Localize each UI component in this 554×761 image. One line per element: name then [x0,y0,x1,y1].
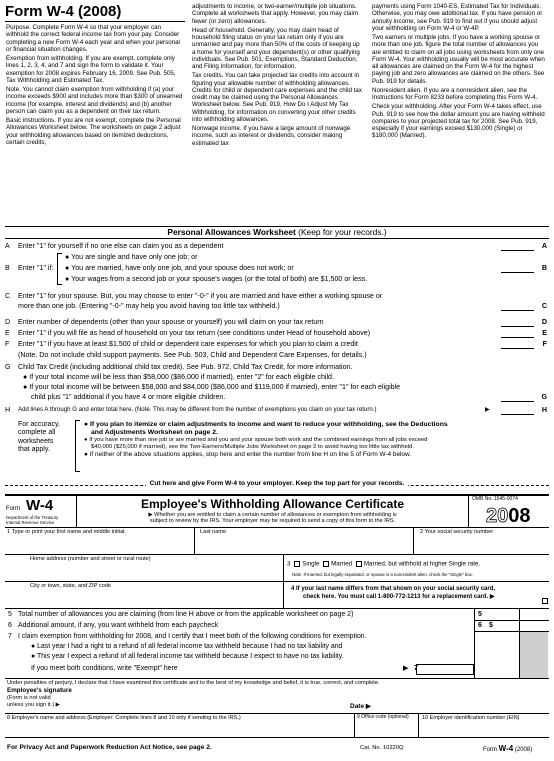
line-f-entry[interactable] [501,341,534,349]
line-6-text: Additional amount, if any, you want withheld from each paycheck [18,622,219,629]
worksheet-title-text: Personal Allowances Worksheet [167,227,296,237]
line-a-letter: A [5,242,10,250]
row3-rule [5,608,549,609]
instructions-col1 [6,24,184,148]
line-7-bullet2: ● This year I expect a refund of all federal income tax withheld because I expect to have no tax liability. [31,653,344,660]
address-input[interactable] [8,564,280,578]
line-5-num: 5 [8,611,12,618]
line-b-opt2: ● You are married, have only one job, and your spouse does not work; or [65,264,294,272]
line-5-text: Total number of allowances you are claiming (from line H above or from the applicable worksheet on page 2) [18,611,354,618]
line-h-entry[interactable] [501,407,534,415]
line-g-right-letter: G [541,393,547,401]
para-purpose: Purpose. Complete Form W-4 so that your employer can withhold the correct federal income tax from your pay. Consider completing a new Form W-4 each year and when your personal or financial situation changes. [6,24,180,53]
v-rule-2 [413,527,414,554]
row1-rule [5,554,549,555]
acc-bullet2b: $40,000 ($25,000 if married), see the Two-Earners/Multiple Jobs Worksheet on page 2 to avoid having too little tax withheld. [91,443,414,450]
line-d-right-letter: D [541,318,547,326]
line-b-letter: B [5,264,10,272]
sig-rule [5,713,549,714]
line-5-input[interactable] [482,610,518,620]
line-b-brace [57,253,62,285]
line-7-arrow: ▶ [403,665,409,672]
para-estimated: payments using Form 1040-ES, Estimated Tax for Individuals. Otherwise, you may owe additional tax. If you have pension or annuity income, see Pub. 919 to find out if you should adjust your withholding on Form W-4 or W-4P. [372,3,543,32]
para-nonresident: Nonresident alien. If you are a nonresident alien, see the Instructions for Form 8233 before completing this Form W-4. [372,86,538,101]
form-title: Form W-4 (2008) [5,3,122,20]
footer-cat: Cat. No. 10220Q [360,745,404,751]
line-e-text: Enter "1" if you will file as head of household on your tax return (see conditions under Head of household above) [18,329,371,337]
para-adjust: adjustments to income, or two-earner/multiple job situations. Complete all worksheets that apply. However, you may claim fewer (or zero) allowances. [192,3,358,25]
line-g-bullet2b: child plus "1" additional if you have 4 or more eligible children. [31,393,226,401]
ein-input[interactable] [422,723,548,735]
v-rule-1 [194,527,195,554]
filing-status [287,561,480,568]
married-label: Married [331,560,353,568]
ssn-input[interactable] [418,538,546,552]
line-c-text2: more than one job. (Entering "-0-" may help you avoid having too little tax withheld.) [18,302,280,310]
field-city-label: City or town, state, and ZIP code [30,583,112,589]
line-a-text: Enter "1" for yourself if no one else can claim you as a dependent [18,242,224,250]
worksheet-title-note: (Keep for your records.) [298,227,387,237]
line-5-box-num: 5 [478,611,482,618]
v-rule-4 [283,581,284,608]
office-code-input[interactable] [358,723,414,735]
line-c-letter: C [5,292,11,300]
line-g [5,364,549,406]
accuracy-brace [75,420,80,472]
line-g-bullet1: ● If your total income will be less than $58,000 ($86,000 if married), enter "2" for each eligible child. [23,373,334,381]
line-g-entry[interactable] [501,394,534,402]
single-checkbox[interactable] [294,561,300,567]
line-7-num: 7 [8,633,12,640]
row2-rule [5,581,549,582]
line-6-box-num: 6 [478,622,482,629]
date-input[interactable] [378,700,548,712]
para-nonwage: Nonwage income. If you have a large amount of nonwage income, such as interest or dividends, consider making estimated tax [192,125,351,147]
cert-bottom-rule [5,737,549,738]
line-7-condition: If you meet both conditions, write "Exempt" here [31,665,178,672]
line-f-text: Enter "1" if you have at least $1,500 of child or dependent care expenses for which you plan to claim a credit [18,340,358,348]
line-a-right-letter: A [541,242,547,250]
line-6-dollar: $ [489,622,493,629]
worksheet-title [0,228,554,238]
date-label: Date ▶ [350,703,371,710]
para-check: Check your withholding. After your Form W-4 takes effect, use Pub. 919 to see how the dollar amount you are having withheld compares to your projected total tax for 2008. See Pub. 919, especially if your earnings exceed $130,000 (Single) or $180,000 (Married). [372,103,545,140]
line-h-right-letter: H [541,406,547,414]
line-h-letter: H [5,406,11,414]
line-d-text: Enter number of dependents (other than your spouse or yourself) you will claim on your tax return [18,318,324,326]
field-3-num: 3 [287,560,291,568]
field-employer-label: 8 Employer's name and address (Employer: Complete lines 8 and 10 only if sending to the IRS.) [7,715,241,721]
name-differs-line1: 4 If your last name differs from that shown on your social security card, [291,586,496,592]
line-7-text: I claim exemption from withholding for 2008, and I certify that I meet both of the following conditions for exemption. [18,633,367,640]
line-7-bullet1: ● Last year I had a right to a refund of all federal income tax withheld because I had no tax liability and [31,643,343,650]
field-last-name-label: Last name [200,529,227,535]
acc-bullet2a: ● If you have more than one job or are married and you and your spouse both work and the combined earnings from all jobs exceed [84,437,428,444]
line-c [5,293,549,313]
worksheet-title-rule [5,238,549,239]
cert-divider-right [468,494,469,527]
v-rule-5 [354,713,355,737]
cert-dept: Department of the Treasury Internal Revenue Service [6,515,59,525]
perjury-statement: Under penalties of perjury, I declare that I have examined this certificate and to the best of my knowledge and belief, it is true, correct, and complete. [7,680,380,686]
instructions-col3 [372,3,548,142]
signature-input[interactable] [84,700,344,712]
name-differs-line2: check here. You must call 1-800-772-1213 for a replacement card. ▶ [303,593,495,600]
cert-divider-left [76,494,77,527]
footer-form: Form W-4 (2008) [483,744,533,753]
para-exemption: Exemption from withholding. If you are exempt, complete only lines 1, 2, 3, 4, and 7 and sign the form to validate it. Your exemption for 2008 expires February 16, 2009. See Pub. 505, Tax Withholding and Estimated Tax. [6,55,176,84]
city-input[interactable] [8,591,280,605]
line-h-arrow: ▶ [485,406,490,413]
cert-form-name: W-4 [26,497,54,514]
line-f-right-letter: F [542,340,547,348]
line-e-right-letter: E [542,329,547,337]
married-higher-checkbox[interactable] [356,561,362,567]
v-rule-6 [418,713,419,737]
field-ein-label: 10 Employer identification number (EIN) [422,715,520,721]
line-b-right-letter: B [541,264,547,272]
exempt-input[interactable] [416,664,474,675]
line-f-letter: F [5,340,10,348]
line-d-letter: D [5,318,11,326]
single-label: Single [302,560,320,568]
title-rule [5,21,185,22]
acc-bullet1b: and Adjustments Worksheet on page 2. [91,428,218,436]
instructions-col2 [192,3,364,149]
line-6-rule [474,631,549,632]
married-higher-label: Married, but withhold at higher Single rate. [363,560,481,568]
line-b [5,253,549,285]
field-ssn-label: 2 Your social security number [420,529,494,535]
line-c-right-letter: C [541,302,547,310]
name-differs [291,586,495,602]
line-d-entry[interactable] [501,319,534,327]
field-first-name-label: 1 Type or print your first name and middle initial. [7,529,126,535]
para-note: Note. You cannot claim exemption from withholding if (a) your income exceeds $900 and includes more than $300 of unearned income (for example, interest and dividends) and (b) another person can claim you as a dependent on their tax return. [6,86,183,115]
para-two-earners: Two earners or multiple jobs. If you have a working spouse or more than one job, figure the total number of allowances you are entitled to claim on all jobs using worksheets from only one Form W-4. Your withholding usually will be most accurate when all allowances are claimed on the Form W-4 for the highest paying job and zero allowances are claimed on the others. See Pub. 919 for details. [372,34,545,85]
line-c-entry[interactable] [501,303,534,311]
footer-privacy: For Privacy Act and Paperwork Reduction Act Notice, see page 2. [7,744,212,751]
para-basic: Basic instructions. If you are not exempt, complete the Personal Allowances Worksheet below. The worksheets on page 2 adjust your withholding allowances based on itemized deductions, certain credits, [6,117,181,146]
field-office-code-label: 9 Office code (optional) [357,714,409,720]
line-a-entry[interactable] [501,243,534,251]
para-hoh: Head of household. Generally, you may claim head of household filing status on your tax return only if you are unmarried and pay more than 50% of the costs of keeping up a home for yourself and your dependent(s) or other qualifying individuals. See Pub. 501, Exemptions, Standard Deduction, and Filing Information, for information. [192,26,360,70]
line-7-box-num: 7 [414,665,418,672]
lines-bottom-rule [5,678,549,679]
line-6-num: 6 [8,622,12,629]
line-b-opt3: ● Your wages from a second job or your spouse's wages (or the total of both) are $1,500 or less. [65,275,368,283]
cert-form-label: Form [6,506,20,512]
line-b-intro: Enter "1" if: [18,264,54,272]
line-b-entry[interactable] [501,265,534,273]
cert-omb: OMB No. 1545-0074 [472,496,518,502]
sig-note: (Form is not valid unless you sign it.) ▶ [7,695,61,708]
line-b-opt1: ● You are single and have only one job; or [65,253,198,261]
married-checkbox[interactable] [323,561,329,567]
accuracy-label: For accuracy, complete all worksheets that apply. [18,421,60,454]
line-g-letter: G [5,363,11,371]
line-f-note-text: (Note. Do not include child support payments. See Pub. 503, Child and Dependent Care Expenses, for details.) [18,351,367,359]
name-differs-checkbox[interactable] [542,598,548,604]
acc-bullet1a: ● If you plan to itemize or claim adjustments to income and want to reduce your withholding, see the Deductions [84,421,448,428]
first-name-input[interactable] [8,538,191,552]
sig-label: Employee's signature [7,687,72,694]
line-g-bullet2a: ● If your total income will be between $58,000 and $84,000 ($86,000 and $119,000 if married), enter "1" for each eligible [23,383,401,391]
cut-instructions: Cut here and give Form W-4 to your employer. Keep the top part for your records. [0,480,554,488]
field-address-label: Home address (number and street or rural route) [30,556,151,562]
cert-subtitle: ▶ Whether you are entitled to claim a certain number of allowances or exemption from withholding is subject to review by the IRS. Your employer may be required to send a copy of this form to the IRS. [148,512,397,525]
cert-header-rule [5,527,549,528]
filing-status-note: Note. If married, but legally separated, or spouse is a nonresident alien, check the "Single" box. [292,572,473,577]
employer-input[interactable] [8,723,350,735]
line-e-entry[interactable] [501,330,534,338]
para-credits: Tax credits. You can take projected tax credits into account in figuring your allowable number of withholding allowances. Credits for child or dependent care expenses and the child tax credit may be claimed using the Personal Allowances Worksheet below. See Pub. 919, How Do I Adjust My Tax Withholding, for information on converting your other credits into withholding allowances. [192,72,362,123]
acc-bullet3: ● If neither of the above situations applies, stop here and enter the number from line H on line 5 of Form W-4 below. [84,451,412,459]
v-rule-3 [283,554,284,581]
line-e-letter: E [5,329,10,337]
line-h-text: Add lines A through G and enter total here. (Note. This may be different from the number of exemptions you claim on your tax return.) [18,406,377,413]
line-g-text: Child Tax Credit (including additional child tax credit). See Pub. 972, Child Tax Credit, for more information. [18,363,353,371]
line-c-text1: Enter "1" for your spouse. But, you may choose to enter "-0-" if you are married and have either a working spouse or [18,292,383,300]
cert-title: Employee's Withholding Allowance Certificate [140,497,404,511]
accuracy-bullets [84,421,549,459]
line-6-input[interactable] [490,621,518,631]
last-name-input[interactable] [198,538,410,552]
cert-year: 2008 [486,505,531,527]
